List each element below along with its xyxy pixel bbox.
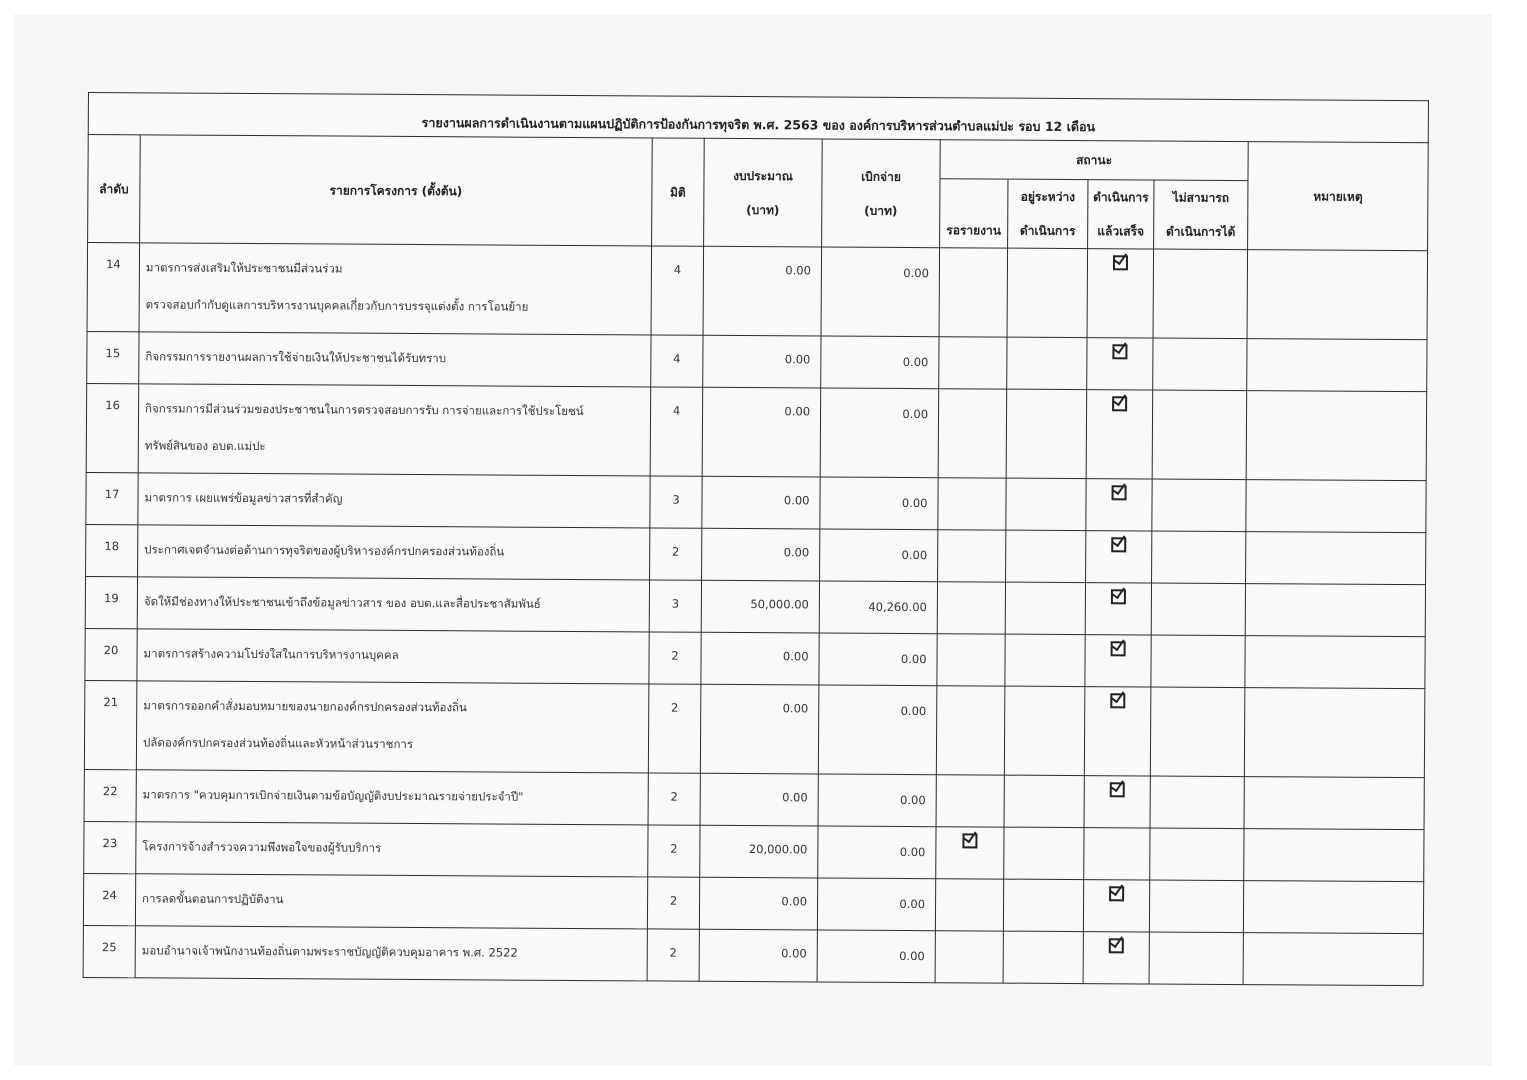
budget-value: 0.00 — [699, 877, 817, 930]
budget-value: 0.00 — [703, 246, 822, 336]
dimension-value: 2 — [648, 684, 701, 773]
dimension-value: 2 — [647, 929, 699, 981]
table-row — [84, 769, 1424, 829]
project-name-line: ประกาศเจตจำนงต่อต้านการทุจริตของผู้บริหารองค์กรปกครองส่วนท้องถิ่น — [144, 542, 505, 559]
status-pending-cell — [939, 337, 1007, 389]
table-row — [83, 873, 1423, 933]
project-name-line: โครงการจ้างสำรวจความพึงพอใจของผู้รับบริการ — [142, 839, 382, 855]
remark-cell — [1246, 532, 1426, 585]
status-in-progress-cell — [1004, 775, 1084, 827]
status-unable-cell — [1153, 249, 1248, 339]
project-name-line: ทรัพย์สินของ อบต.แม่ปะ — [144, 438, 266, 454]
budget-value: 0.00 — [699, 929, 817, 982]
spent-value: 0.00 — [819, 633, 937, 686]
status-unable-cell — [1152, 479, 1246, 532]
spent-value: 0.00 — [821, 336, 939, 389]
row-number: 14 — [87, 243, 140, 332]
status-done-cell — [1084, 776, 1150, 828]
dimension-value: 3 — [650, 476, 702, 528]
dimension-value: 4 — [651, 246, 704, 335]
project-name-line: ปลัดองค์กรปกครองส่วนท้องถิ่นและหัวหน้าส่วนราชการ — [142, 735, 414, 751]
header-remark: หมายเหตุ — [1248, 142, 1429, 251]
header-dimension: มิติ — [652, 138, 705, 246]
project-name-line: มาตรการออกคำสั่งมอบหมายของนายกองค์กรปกครองส่วนท้องถิ่น — [143, 698, 467, 715]
project-name-line: มาตรการสร้างความโปร่งใสในการบริหารงานบุคคล — [143, 646, 399, 662]
remark-cell — [1243, 933, 1423, 986]
report-title: รายงานผลการดำเนินงานตามแผนปฏิบัติการป้องกันการทุจริต พ.ศ. 2563 ของ องค์การบริหารส่วนตำบลแม่ปะ รอบ 12 เดือน — [88, 93, 1428, 143]
table-row — [86, 524, 1426, 584]
status-done-cell — [1086, 390, 1153, 479]
status-in-progress-cell — [1005, 582, 1085, 634]
project-name-line: มาตรการส่งเสริมให้ประชาชนมีส่วนร่วม — [145, 260, 343, 276]
status-done-cell — [1084, 687, 1151, 776]
status-unable-cell — [1149, 932, 1243, 985]
status-done-cell — [1085, 635, 1151, 687]
budget-value: 20,000.00 — [700, 825, 818, 878]
checkbox-checked-icon — [1111, 589, 1126, 604]
project-name — [139, 332, 651, 387]
dimension-value: 2 — [650, 528, 702, 580]
project-name — [138, 525, 650, 580]
status-done-cell — [1085, 583, 1151, 635]
row-number: 25 — [83, 925, 135, 977]
spent-value: 0.00 — [818, 826, 936, 879]
header-unable-line2: ดำเนินการได้ — [1165, 224, 1236, 240]
table-row — [86, 383, 1427, 480]
project-name — [138, 473, 650, 528]
status-in-progress-cell — [1006, 478, 1086, 530]
spent-value: 0.00 — [820, 388, 939, 478]
status-pending-cell — [938, 530, 1006, 582]
remark-cell — [1244, 777, 1424, 830]
row-number: 22 — [84, 769, 136, 821]
row-number: 19 — [85, 576, 137, 628]
checkbox-checked-icon — [1112, 396, 1127, 411]
remark-cell — [1247, 339, 1427, 392]
status-unable-cell — [1153, 338, 1247, 391]
project-name — [136, 822, 648, 877]
header-budget — [704, 138, 823, 247]
table-row — [84, 680, 1425, 777]
project-name — [138, 384, 651, 476]
header-status-in-progress — [1008, 179, 1088, 248]
project-name — [137, 577, 649, 632]
remark-cell — [1246, 480, 1426, 533]
row-number: 17 — [86, 472, 138, 524]
status-in-progress-cell — [1007, 248, 1088, 337]
header-in-progress-line2: ดำเนินการ — [1019, 223, 1076, 239]
status-in-progress-cell — [1004, 827, 1084, 879]
project-name-line: มาตรการ "ควบคุมการเบิกจ่ายเงินตามข้อบัญญัติงบประมาณรายจ่ายประจำปี" — [142, 787, 524, 804]
status-done-cell — [1087, 338, 1153, 390]
remark-cell — [1243, 881, 1423, 934]
budget-value: 0.00 — [703, 335, 821, 388]
table-row — [87, 331, 1427, 391]
remark-cell — [1244, 829, 1424, 882]
report-table — [83, 92, 1430, 986]
checkbox-checked-icon — [1111, 537, 1126, 552]
status-pending-cell — [936, 827, 1004, 879]
row-number: 23 — [84, 821, 136, 873]
table-row — [87, 243, 1428, 340]
spent-value: 0.00 — [817, 878, 935, 931]
scanned-page — [14, 14, 1492, 1066]
table-row — [86, 472, 1426, 532]
dimension-value: 2 — [648, 825, 700, 877]
checkbox-checked-icon — [1112, 344, 1127, 359]
budget-value: 0.00 — [702, 476, 820, 529]
header-unable-line1: ไม่สามารถ — [1172, 190, 1230, 205]
status-unable-cell — [1152, 390, 1247, 480]
project-name — [135, 874, 647, 929]
table-row — [85, 576, 1425, 636]
header-spent-line2: (บาท) — [864, 203, 898, 218]
project-name-line: มาตรการ เผยแพร่ข้อมูลข่าวสารที่สำคัญ — [144, 490, 343, 506]
spent-value: 0.00 — [821, 247, 940, 337]
checkbox-checked-icon — [1112, 485, 1127, 500]
status-pending-cell — [936, 686, 1005, 775]
project-name-line: กิจกรรมการรายงานผลการใช้จ่ายเงินให้ประชาชนได้รับทราบ — [145, 349, 447, 366]
spent-value: 0.00 — [820, 529, 938, 582]
header-spent — [822, 139, 941, 248]
dimension-value: 2 — [648, 773, 700, 825]
status-pending-cell — [937, 582, 1005, 634]
header-budget-line1: งบประมาณ — [733, 168, 793, 183]
header-status-pending-label: รอรายงาน — [946, 223, 1002, 238]
checkbox-checked-icon — [1111, 641, 1126, 656]
row-number: 16 — [86, 383, 139, 472]
row-number: 15 — [87, 331, 139, 383]
remark-cell — [1244, 688, 1425, 778]
dimension-value: 2 — [647, 877, 699, 929]
status-unable-cell — [1151, 583, 1245, 636]
status-done-cell — [1086, 531, 1152, 583]
checkbox-checked-icon — [1110, 693, 1125, 708]
status-done-cell — [1084, 828, 1150, 880]
header-no: ลำดับ — [88, 135, 141, 243]
dimension-value: 4 — [650, 387, 703, 476]
status-pending-cell — [938, 389, 1007, 478]
spent-value: 0.00 — [817, 930, 935, 983]
project-name — [135, 926, 647, 981]
header-spent-line1: เบิกจ่าย — [861, 169, 901, 184]
report-rows — [83, 243, 1428, 986]
report-sheet — [83, 92, 1428, 986]
status-done-cell — [1086, 479, 1152, 531]
header-done-line1: ดำเนินการ — [1093, 190, 1149, 205]
status-pending-cell — [935, 931, 1003, 983]
status-unable-cell — [1152, 531, 1246, 584]
project-name-line: ตรวจสอบกำกับดูแลการบริหารงานบุคคลเกี่ยวกับการบรรจุแต่งตั้ง การโอนย้าย — [145, 297, 529, 314]
status-done-cell — [1083, 880, 1149, 932]
dimension-value: 2 — [649, 632, 701, 684]
header-in-progress-line1: อยู่ระหว่าง — [1020, 189, 1076, 205]
budget-value: 0.00 — [702, 528, 820, 581]
table-row — [83, 925, 1423, 985]
status-done-cell — [1087, 249, 1154, 338]
budget-value: 0.00 — [702, 387, 821, 477]
budget-value: 0.00 — [700, 773, 818, 826]
status-pending-cell — [936, 775, 1004, 827]
row-number: 18 — [86, 524, 138, 576]
budget-value: 0.00 — [700, 684, 819, 774]
status-in-progress-cell — [1007, 337, 1087, 389]
header-project: รายการโครงการ (ตั้งต้น) — [140, 135, 653, 246]
header-status-done — [1088, 180, 1154, 249]
checkbox-checked-icon — [1109, 938, 1124, 953]
status-in-progress-cell — [1003, 931, 1083, 983]
checkbox-checked-icon — [1113, 255, 1128, 270]
table-row — [84, 821, 1424, 881]
spent-value: 0.00 — [818, 685, 937, 775]
project-name — [136, 681, 649, 773]
status-unable-cell — [1150, 687, 1245, 777]
spent-value: 0.00 — [818, 774, 936, 827]
checkbox-checked-icon — [1109, 886, 1124, 901]
status-unable-cell — [1150, 776, 1244, 829]
row-number: 24 — [83, 873, 135, 925]
status-done-cell — [1083, 932, 1149, 984]
checkbox-checked-icon — [962, 833, 977, 848]
status-pending-cell — [935, 879, 1003, 931]
budget-value: 0.00 — [701, 632, 819, 685]
remark-cell — [1247, 250, 1428, 340]
table-row — [85, 628, 1425, 688]
row-number: 20 — [85, 628, 137, 680]
status-pending-cell — [938, 478, 1006, 530]
row-number: 21 — [84, 680, 137, 769]
project-name — [136, 770, 648, 825]
project-name-line: การลดขั้นตอนการปฏิบัติงาน — [142, 891, 284, 907]
dimension-value: 3 — [649, 580, 701, 632]
budget-value: 50,000.00 — [701, 580, 819, 633]
status-pending-cell — [939, 248, 1008, 337]
status-in-progress-cell — [1005, 634, 1085, 686]
project-name-line: กิจกรรมการมีส่วนร่วมของประชาชนในการตรวจสอบการรับ การจ่ายและการใช้ประโยชน์ — [145, 401, 584, 419]
dimension-value: 4 — [651, 335, 703, 387]
remark-cell — [1246, 391, 1427, 481]
header-done-line2: แล้วเสร็จ — [1097, 224, 1145, 239]
spent-value: 40,260.00 — [819, 581, 937, 634]
status-in-progress-cell — [1003, 879, 1083, 931]
header-status: สถานะ — [940, 140, 1248, 181]
checkbox-checked-icon — [1110, 782, 1125, 797]
header-budget-line2: (บาท) — [746, 202, 780, 217]
header-status-pending — [940, 179, 1008, 248]
status-pending-cell — [937, 634, 1005, 686]
status-unable-cell — [1149, 880, 1243, 933]
project-name — [137, 629, 649, 684]
remark-cell — [1245, 584, 1425, 637]
status-unable-cell — [1150, 828, 1244, 881]
project-name — [139, 243, 652, 335]
status-in-progress-cell — [1004, 686, 1085, 775]
remark-cell — [1245, 636, 1425, 689]
spent-value: 0.00 — [820, 477, 938, 530]
project-name-line: จัดให้มีช่องทางให้ประชาชนเข้าถึงข้อมูลข่าวสาร ของ อบต.และสื่อประชาสัมพันธ์ — [143, 594, 541, 611]
header-status-unable — [1154, 180, 1248, 250]
status-in-progress-cell — [1006, 389, 1087, 478]
status-unable-cell — [1151, 635, 1245, 688]
project-name-line: มอบอำนาจเจ้าพนักงานท้องถิ่นตามพระราชบัญญัติควบคุมอาคาร พ.ศ. 2522 — [141, 943, 518, 960]
status-in-progress-cell — [1006, 530, 1086, 582]
